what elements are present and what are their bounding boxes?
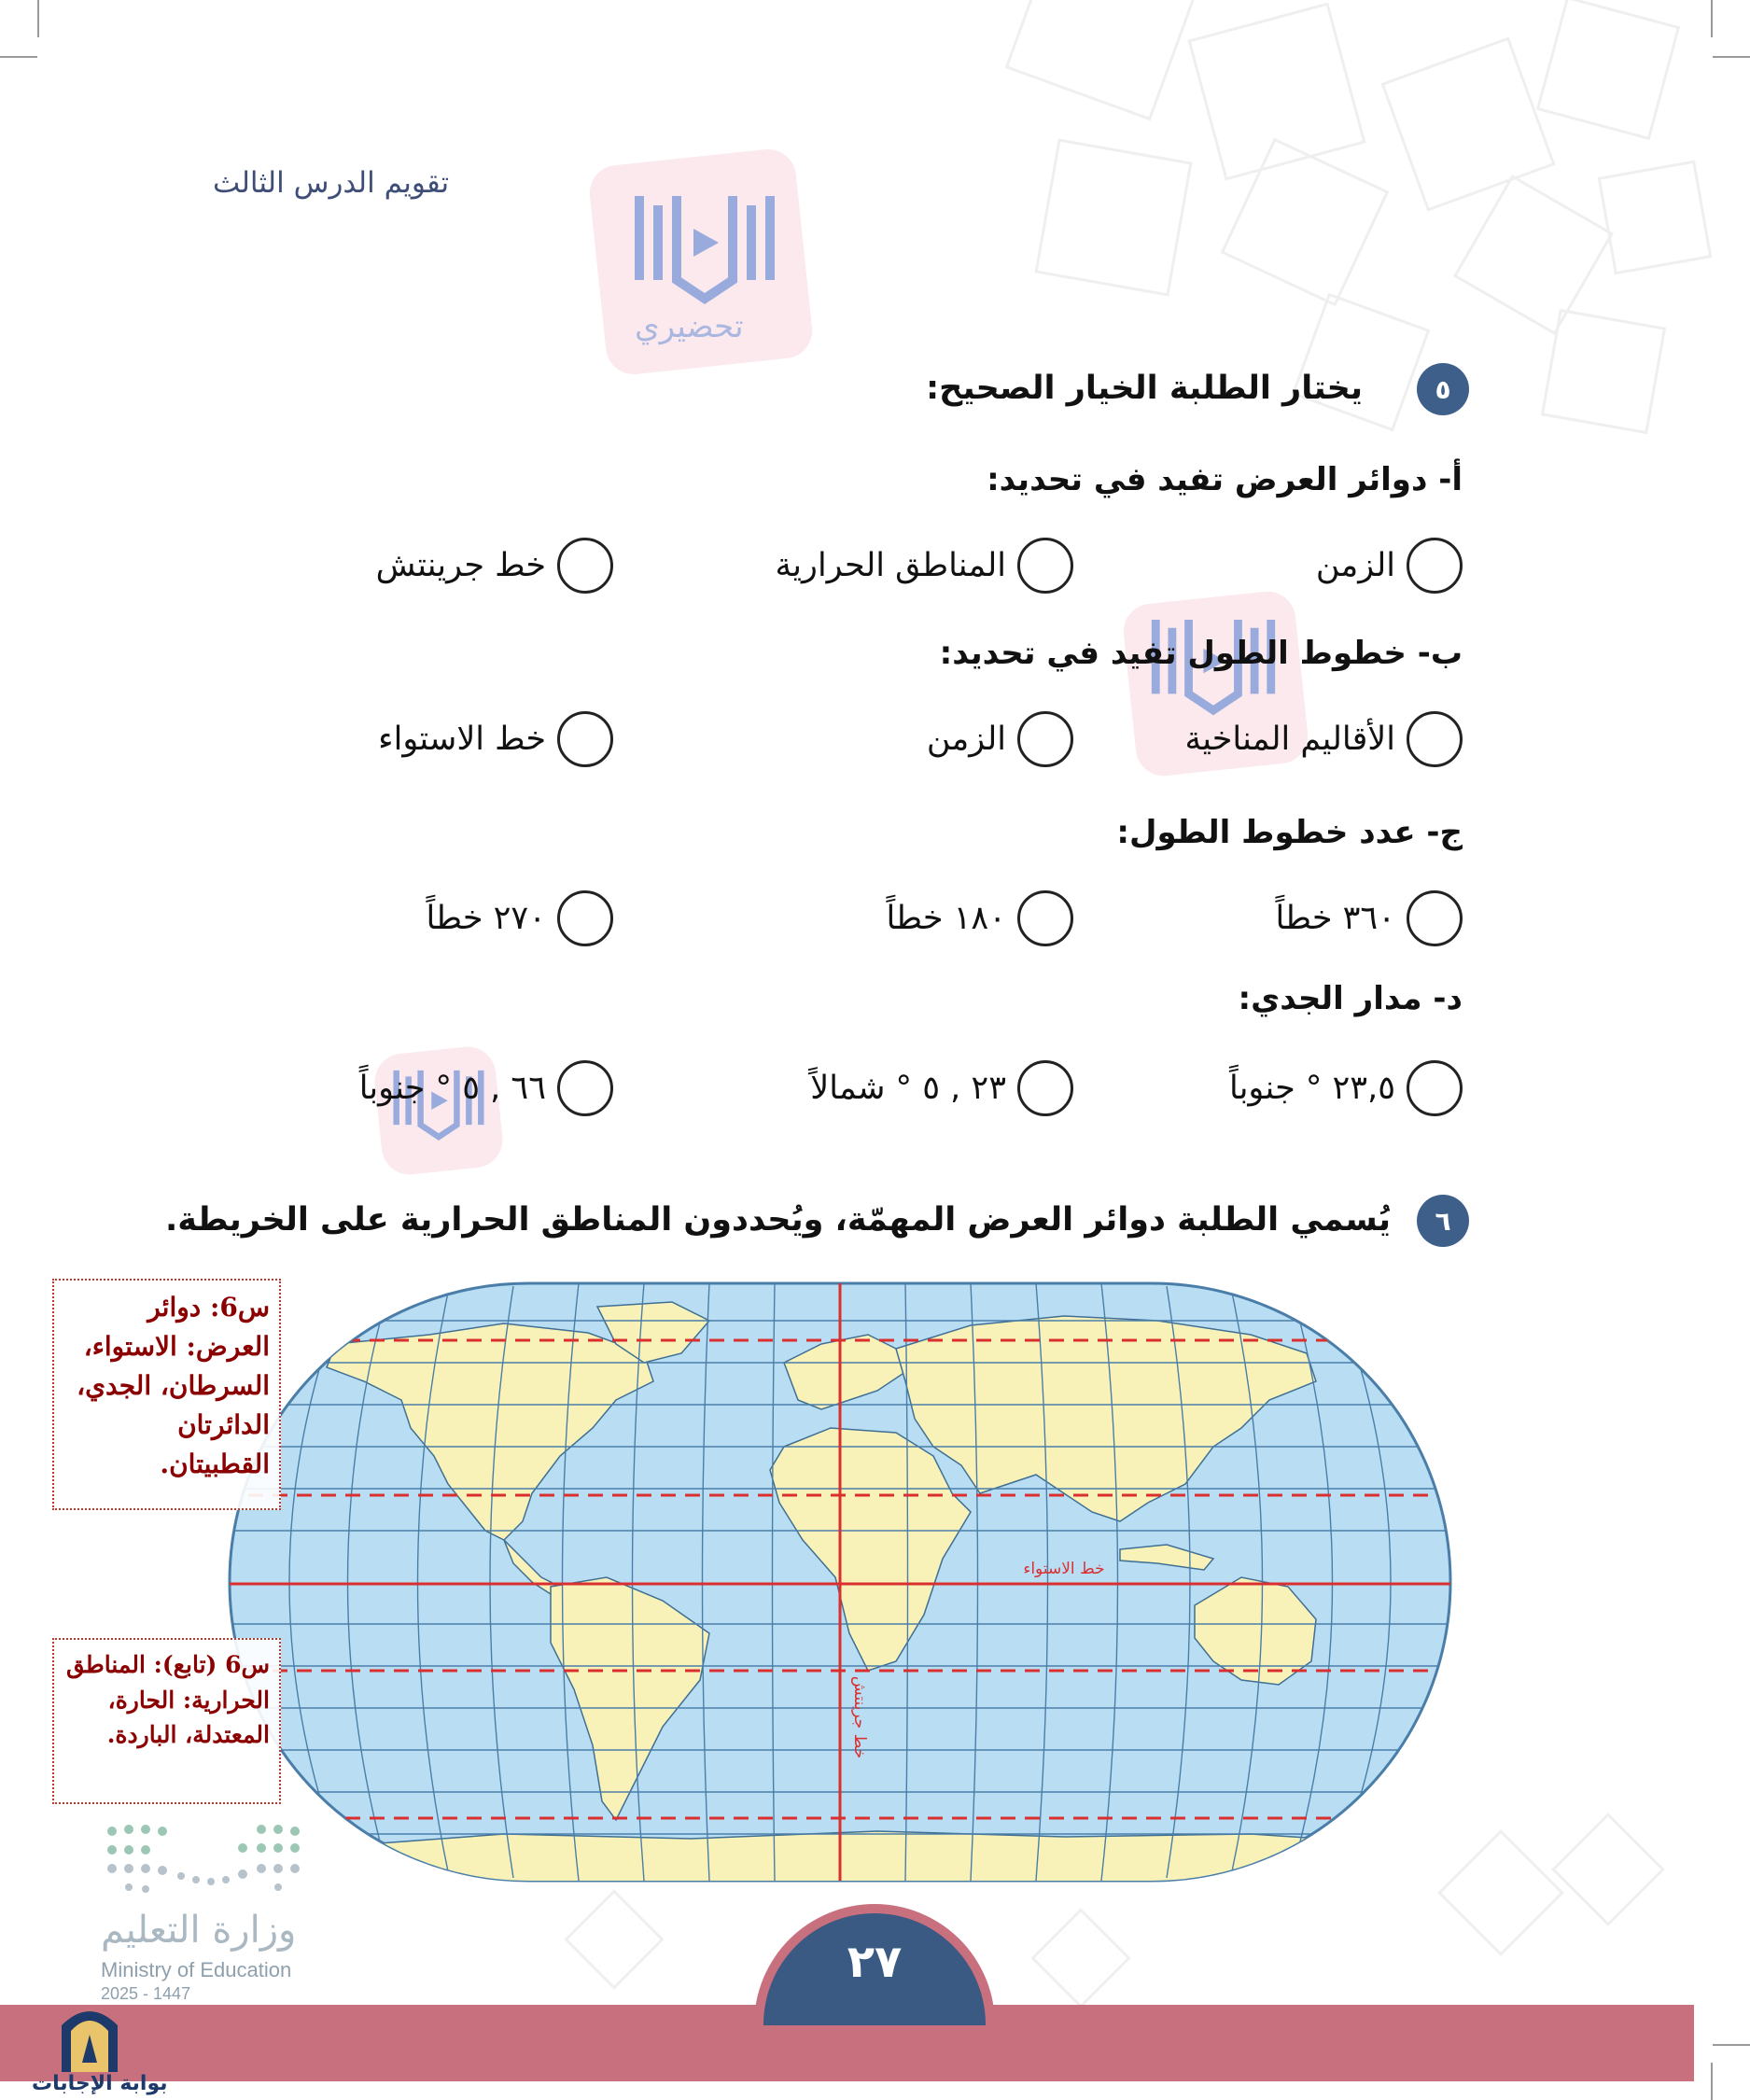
question-number-badge: ٥ bbox=[1417, 363, 1469, 415]
crop-mark bbox=[1711, 0, 1713, 37]
answer-annotation: س6 (تابع): المناطق الحرارية: الحارة، المعتدلة، الباردة. bbox=[52, 1638, 281, 1804]
ministry-name-ar: وزارة التعليم bbox=[101, 1909, 297, 1952]
watermark-book-icon bbox=[625, 187, 784, 308]
radio-button[interactable] bbox=[557, 538, 613, 594]
option-label: ٢٣,٥ ° جنوباً bbox=[1229, 1070, 1395, 1107]
answer-option[interactable] bbox=[810, 1060, 1073, 1116]
lesson-title: تقويم الدرس الثالث bbox=[213, 166, 450, 200]
crop-mark bbox=[1713, 2044, 1750, 2046]
option-label: خط الاستواء bbox=[378, 721, 546, 758]
answer-option[interactable] bbox=[376, 538, 613, 594]
ministry-name-en: Ministry of Education bbox=[101, 1958, 292, 1981]
radio-button[interactable] bbox=[557, 890, 613, 946]
answer-annotation: س6: دوائر العرض: الاستواء، السرطان، الجدي، الدائرتان القطبيتان. bbox=[52, 1279, 281, 1510]
radio-button[interactable] bbox=[1407, 538, 1463, 594]
option-label: ٣٦٠ خطاً bbox=[1275, 900, 1395, 937]
radio-button[interactable] bbox=[1017, 1060, 1073, 1116]
radio-button[interactable] bbox=[1017, 538, 1073, 594]
world-map bbox=[224, 1279, 1456, 1885]
option-label: الزمن bbox=[926, 721, 1006, 758]
crop-mark bbox=[1713, 56, 1750, 58]
question-title: يختار الطلبة الخيار الصحيح: bbox=[926, 370, 1363, 407]
option-label: خط جرينتش bbox=[375, 547, 546, 584]
sub-question-label: أ- دوائر العرض تفيد في تحديد: bbox=[987, 461, 1463, 498]
answer-option[interactable] bbox=[1275, 890, 1463, 946]
answer-option[interactable] bbox=[776, 538, 1073, 594]
answer-option[interactable] bbox=[1316, 538, 1463, 594]
crop-mark bbox=[37, 0, 39, 37]
equator-label: خط الاستواء bbox=[1023, 1560, 1105, 1578]
sub-question-label: د- مدار الجدي: bbox=[1238, 980, 1463, 1017]
radio-button[interactable] bbox=[1407, 711, 1463, 767]
question-number-badge: ٦ bbox=[1417, 1195, 1469, 1247]
answer-option[interactable] bbox=[1229, 1060, 1463, 1116]
ministry-year: 2025 - 1447 bbox=[101, 1984, 191, 2003]
option-label: المناطق الحرارية bbox=[775, 547, 1006, 584]
answer-option[interactable] bbox=[426, 890, 613, 946]
option-label: ١٨٠ خطاً bbox=[886, 900, 1006, 937]
radio-button[interactable] bbox=[1017, 890, 1073, 946]
answer-option[interactable] bbox=[886, 890, 1073, 946]
option-label: ٢٧٠ خطاً bbox=[426, 900, 546, 937]
watermark-text: تحضيري bbox=[635, 308, 744, 345]
answer-option[interactable] bbox=[1184, 711, 1463, 767]
option-label: ٦٦ , ٥ ° جنوباً bbox=[358, 1070, 546, 1107]
answer-option[interactable] bbox=[927, 711, 1073, 767]
crop-mark bbox=[0, 56, 37, 58]
answer-option[interactable] bbox=[378, 711, 613, 767]
sub-question-label: ج- عدد خطوط الطول: bbox=[1116, 814, 1463, 851]
option-label: ٢٣ , ٥ ° شمالاً bbox=[810, 1070, 1006, 1107]
sub-question-label: ب- خطوط الطول تفيد في تحديد: bbox=[939, 635, 1463, 672]
page-number: ٢٧ bbox=[763, 1913, 986, 2025]
radio-button[interactable] bbox=[1017, 711, 1073, 767]
answer-option[interactable] bbox=[359, 1060, 613, 1116]
site-name: بوابة الإجابات bbox=[32, 2072, 168, 2095]
option-label: الزمن bbox=[1315, 547, 1395, 584]
option-label: الأقاليم المناخية bbox=[1184, 721, 1395, 758]
radio-button[interactable] bbox=[1407, 1060, 1463, 1116]
site-logo-icon bbox=[56, 1997, 123, 2074]
greenwich-label: خط جرينتش bbox=[850, 1675, 869, 1759]
ministry-logo-icon bbox=[103, 1820, 313, 1899]
radio-button[interactable] bbox=[557, 1060, 613, 1116]
crop-mark bbox=[1711, 2063, 1713, 2100]
radio-button[interactable] bbox=[1407, 890, 1463, 946]
question-title: يُسمي الطلبة دوائر العرض المهمّة، ويُحددون المناطق الحرارية على الخريطة. bbox=[164, 1201, 1391, 1239]
radio-button[interactable] bbox=[557, 711, 613, 767]
